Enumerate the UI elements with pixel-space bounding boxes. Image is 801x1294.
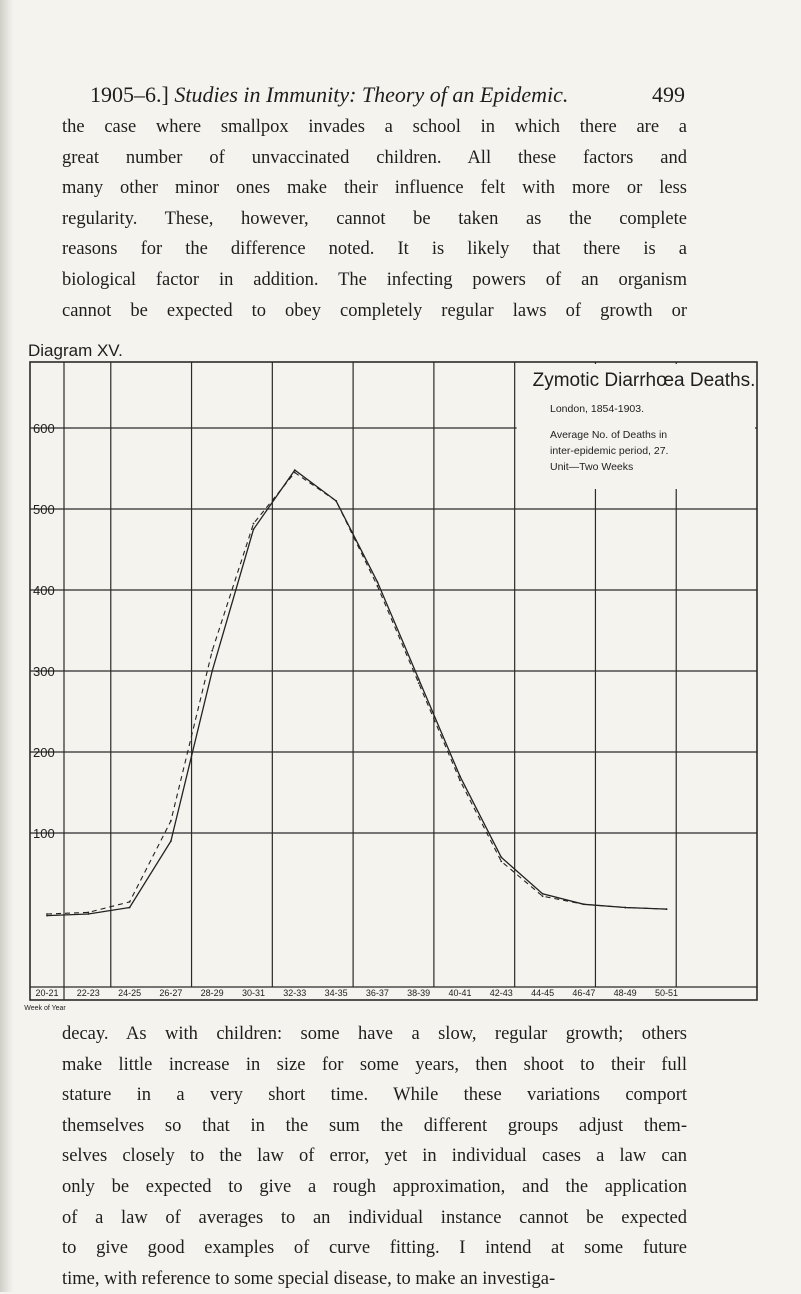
text-line: regularity. These, however, cannot be taken as the complete xyxy=(62,208,687,229)
data-point xyxy=(418,678,420,680)
text-line: of a law of averages to an individual instance cannot be expected xyxy=(62,1207,687,1228)
x-tick-label: 24-25 xyxy=(118,988,142,998)
data-point xyxy=(500,860,502,862)
text-line: make little increase in size for some years, then shoot to their full xyxy=(62,1054,687,1075)
text-line: decay. As with children: some have a slow, regular growth; others xyxy=(62,1024,687,1044)
diagram-label: Diagram XV. xyxy=(28,341,123,360)
header-title: Studies in Immunity: Theory of an Epidemic. xyxy=(174,82,569,107)
y-tick-label: 100 xyxy=(33,826,55,841)
text-line: the case where smallpox invades a school in which there are a xyxy=(62,117,687,137)
text-line: great number of unvaccinated children. All these factors and xyxy=(62,147,687,168)
data-point xyxy=(377,585,379,587)
y-tick-label: 400 xyxy=(33,583,55,598)
text-line: to give good examples of curve fitting. I intend at some future xyxy=(62,1238,687,1259)
text-line: reasons for the difference noted. It is likely that there is a xyxy=(62,239,687,260)
x-tick-label: 42-43 xyxy=(489,988,513,998)
x-tick-label: 34-35 xyxy=(324,988,348,998)
text-line: time, with reference to some special disease, to make an investiga- xyxy=(62,1268,556,1289)
chart-note-line: inter-epidemic period, 27. xyxy=(550,445,669,457)
y-tick-label: 500 xyxy=(33,502,55,517)
chart-note-line: Unit—Two Weeks xyxy=(550,461,634,473)
data-point xyxy=(583,903,585,905)
chart-title: Zymotic Diarrhœa Deaths. xyxy=(532,370,756,391)
paragraph-bottom xyxy=(62,1019,687,1294)
data-point xyxy=(459,775,461,777)
text-line: biological factor in addition. The infecting powers of an organism xyxy=(62,269,687,290)
y-tick-label: 300 xyxy=(33,664,55,679)
x-tick-label: 50-51 xyxy=(654,988,679,998)
text-line: only be expected to give a rough approximation, and the application xyxy=(62,1176,687,1197)
data-point xyxy=(129,901,131,903)
data-point xyxy=(46,915,48,917)
x-tick-label: 32-33 xyxy=(283,988,307,998)
data-point xyxy=(87,913,89,915)
y-tick-labels xyxy=(33,421,55,841)
data-point xyxy=(170,820,172,822)
x-tick-label: 26-27 xyxy=(159,988,183,998)
page-number: 499 xyxy=(652,82,685,107)
chart-subtitle: London, 1854-1903. xyxy=(550,403,645,415)
x-tick-label: 38-39 xyxy=(407,988,431,998)
x-tick-label: 48-49 xyxy=(613,988,637,998)
text-line: many other minor ones make their influence felt with more or less xyxy=(62,178,687,199)
data-point xyxy=(170,840,172,842)
x-axis-label: Week of Year xyxy=(24,1005,66,1012)
x-tick-label: 20-21 xyxy=(35,988,59,998)
data-point xyxy=(294,469,296,471)
data-point xyxy=(666,908,668,910)
text-line: selves closely to the law of error, yet in individual cases a law can xyxy=(62,1146,687,1167)
data-point xyxy=(87,911,89,913)
data-point xyxy=(500,856,502,858)
data-point xyxy=(418,682,420,684)
chart-series xyxy=(46,469,667,916)
data-point xyxy=(46,913,48,915)
y-tick-label: 600 xyxy=(33,421,55,436)
x-tick-label: 46-47 xyxy=(572,988,596,998)
data-point xyxy=(253,528,255,530)
chart-note-line: Average No. of Deaths in xyxy=(550,429,668,441)
data-point xyxy=(211,670,213,672)
x-tick-label: 30-31 xyxy=(241,988,266,998)
data-point xyxy=(542,893,544,895)
data-point xyxy=(459,779,461,781)
y-tick-label: 200 xyxy=(33,745,55,760)
x-tick-label: 22-23 xyxy=(76,988,100,998)
series-line xyxy=(47,470,667,915)
text-line: stature in a very short time. While these variations comport xyxy=(62,1085,687,1106)
series-line xyxy=(47,473,667,914)
header-year: 1905–6.] xyxy=(90,82,169,107)
text-line: cannot be expected to obey completely regular laws of growth or xyxy=(62,300,687,321)
x-tick-label: 36-37 xyxy=(365,988,389,998)
data-point xyxy=(542,895,544,897)
data-point xyxy=(377,581,379,583)
data-point xyxy=(253,523,255,525)
text-line: themselves so that in the sum the different groups adjust them- xyxy=(62,1115,687,1136)
data-point xyxy=(129,907,131,909)
x-tick-label: 40-41 xyxy=(448,988,472,998)
data-point xyxy=(211,650,213,652)
x-tick-labels xyxy=(35,988,678,998)
x-tick-label: 44-45 xyxy=(531,988,555,998)
x-tick-label: 28-29 xyxy=(200,988,224,998)
data-point xyxy=(335,500,337,502)
data-point xyxy=(624,907,626,909)
